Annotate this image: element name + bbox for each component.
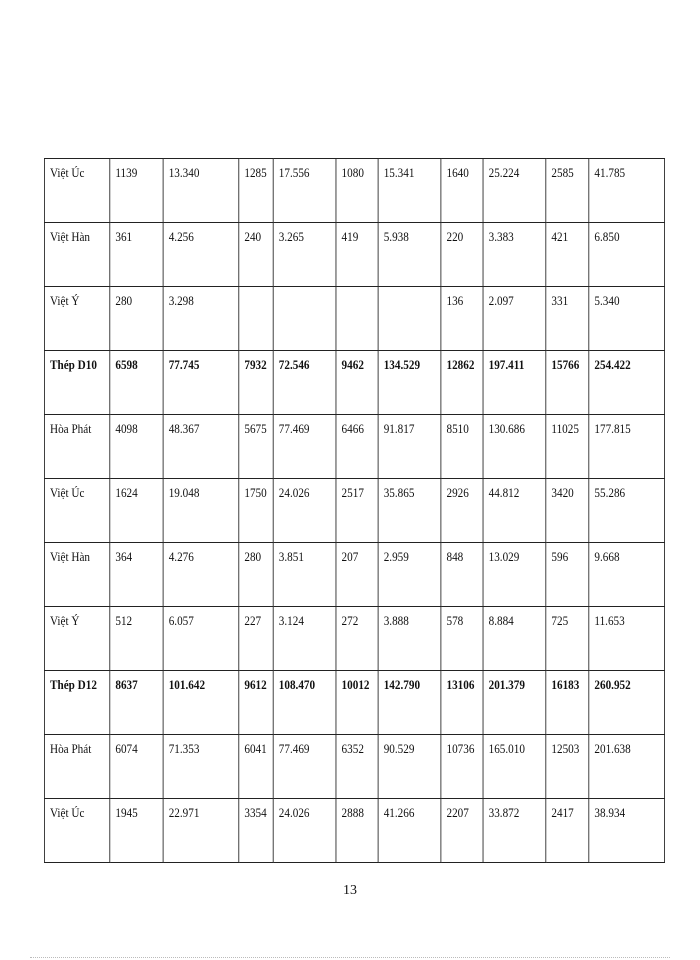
value-cell: 201.379 (483, 671, 546, 735)
table-row (44, 735, 664, 799)
value-cell: 220 (441, 223, 483, 287)
value-cell: 13.029 (483, 543, 546, 607)
value-cell: 12862 (441, 351, 483, 415)
value-cell: 1285 (239, 159, 273, 223)
value-cell: 280 (110, 287, 163, 351)
value-cell (239, 287, 273, 351)
table-row (44, 415, 664, 479)
value-cell: 8.884 (483, 607, 546, 671)
value-cell (273, 287, 336, 351)
value-cell: 177.815 (589, 415, 665, 479)
row-label-cell: Việt Úc (44, 159, 109, 223)
value-cell: 134.529 (378, 351, 441, 415)
table-group-row (44, 671, 664, 735)
row-label-cell: Hòa Phát (44, 735, 109, 799)
value-cell: 419 (336, 223, 378, 287)
value-cell: 41.266 (378, 799, 441, 863)
value-cell: 4098 (110, 415, 163, 479)
value-cell: 77.469 (273, 735, 336, 799)
value-cell: 3.851 (273, 543, 336, 607)
row-label-cell: Việt Hàn (44, 223, 109, 287)
value-cell: 22.971 (163, 799, 239, 863)
value-cell: 15766 (546, 351, 589, 415)
page-number: 13 (343, 883, 357, 898)
value-cell: 142.790 (378, 671, 441, 735)
value-cell: 1945 (110, 799, 163, 863)
value-cell: 8510 (441, 415, 483, 479)
table-row (44, 607, 664, 671)
value-cell: 77.469 (273, 415, 336, 479)
row-label-cell: Việt Ý (44, 287, 109, 351)
value-cell: 10736 (441, 735, 483, 799)
table-row (44, 543, 664, 607)
value-cell: 3.383 (483, 223, 546, 287)
value-cell (378, 287, 441, 351)
value-cell: 11025 (546, 415, 589, 479)
value-cell: 90.529 (378, 735, 441, 799)
value-cell: 6041 (239, 735, 273, 799)
value-cell: 421 (546, 223, 589, 287)
value-cell: 2207 (441, 799, 483, 863)
steel-sales-table (44, 158, 665, 863)
value-cell: 331 (546, 287, 589, 351)
value-cell: 1624 (110, 479, 163, 543)
value-cell: 1750 (239, 479, 273, 543)
value-cell: 130.686 (483, 415, 546, 479)
table-row (44, 479, 664, 543)
value-cell: 2888 (336, 799, 378, 863)
value-cell: 44.812 (483, 479, 546, 543)
value-cell: 7932 (239, 351, 273, 415)
value-cell: 5.938 (378, 223, 441, 287)
value-cell: 2417 (546, 799, 589, 863)
value-cell: 6598 (110, 351, 163, 415)
row-label-cell: Thép D12 (44, 671, 109, 735)
row-label-cell: Hòa Phát (44, 415, 109, 479)
value-cell: 17.556 (273, 159, 336, 223)
value-cell: 55.286 (589, 479, 665, 543)
value-cell: 1080 (336, 159, 378, 223)
value-cell (336, 287, 378, 351)
value-cell: 24.026 (273, 799, 336, 863)
value-cell: 260.952 (589, 671, 665, 735)
value-cell: 1640 (441, 159, 483, 223)
value-cell: 207 (336, 543, 378, 607)
value-cell: 361 (110, 223, 163, 287)
value-cell: 9462 (336, 351, 378, 415)
value-cell: 6.057 (163, 607, 239, 671)
value-cell: 6.850 (589, 223, 665, 287)
value-cell: 71.353 (163, 735, 239, 799)
value-cell: 13106 (441, 671, 483, 735)
value-cell: 2.959 (378, 543, 441, 607)
value-cell: 41.785 (589, 159, 665, 223)
row-label-cell: Việt Ý (44, 607, 109, 671)
value-cell: 12503 (546, 735, 589, 799)
value-cell: 35.865 (378, 479, 441, 543)
value-cell: 578 (441, 607, 483, 671)
value-cell: 240 (239, 223, 273, 287)
value-cell: 77.745 (163, 351, 239, 415)
value-cell: 38.934 (589, 799, 665, 863)
value-cell: 2585 (546, 159, 589, 223)
value-cell: 19.048 (163, 479, 239, 543)
value-cell: 6074 (110, 735, 163, 799)
table-row (44, 159, 664, 223)
value-cell: 165.010 (483, 735, 546, 799)
value-cell: 15.341 (378, 159, 441, 223)
value-cell: 5675 (239, 415, 273, 479)
value-cell: 48.367 (163, 415, 239, 479)
value-cell: 8637 (110, 671, 163, 735)
table-row (44, 799, 664, 863)
value-cell: 9612 (239, 671, 273, 735)
table-body (44, 159, 664, 863)
value-cell: 5.340 (589, 287, 665, 351)
row-label-cell: Việt Úc (44, 479, 109, 543)
value-cell: 596 (546, 543, 589, 607)
table-row (44, 223, 664, 287)
table-group-row (44, 351, 664, 415)
value-cell: 33.872 (483, 799, 546, 863)
row-label-cell: Thép D10 (44, 351, 109, 415)
value-cell: 24.026 (273, 479, 336, 543)
value-cell: 13.340 (163, 159, 239, 223)
value-cell: 1139 (110, 159, 163, 223)
page-bottom-rule (30, 957, 670, 958)
value-cell: 3.888 (378, 607, 441, 671)
value-cell: 72.546 (273, 351, 336, 415)
value-cell: 280 (239, 543, 273, 607)
value-cell: 512 (110, 607, 163, 671)
value-cell: 254.422 (589, 351, 665, 415)
value-cell: 3.265 (273, 223, 336, 287)
value-cell: 4.256 (163, 223, 239, 287)
value-cell: 6352 (336, 735, 378, 799)
value-cell: 136 (441, 287, 483, 351)
value-cell: 227 (239, 607, 273, 671)
value-cell: 4.276 (163, 543, 239, 607)
value-cell: 9.668 (589, 543, 665, 607)
value-cell: 364 (110, 543, 163, 607)
value-cell: 91.817 (378, 415, 441, 479)
row-label-cell: Việt Hàn (44, 543, 109, 607)
row-label-cell: Việt Úc (44, 799, 109, 863)
table-row (44, 287, 664, 351)
value-cell: 25.224 (483, 159, 546, 223)
value-cell: 3.298 (163, 287, 239, 351)
value-cell: 272 (336, 607, 378, 671)
value-cell: 201.638 (589, 735, 665, 799)
value-cell: 3.124 (273, 607, 336, 671)
value-cell: 197.411 (483, 351, 546, 415)
value-cell: 3354 (239, 799, 273, 863)
value-cell: 16183 (546, 671, 589, 735)
value-cell: 108.470 (273, 671, 336, 735)
value-cell: 10012 (336, 671, 378, 735)
value-cell: 6466 (336, 415, 378, 479)
value-cell: 2517 (336, 479, 378, 543)
value-cell: 725 (546, 607, 589, 671)
value-cell: 11.653 (589, 607, 665, 671)
value-cell: 3420 (546, 479, 589, 543)
value-cell: 2.097 (483, 287, 546, 351)
value-cell: 848 (441, 543, 483, 607)
value-cell: 2926 (441, 479, 483, 543)
value-cell: 101.642 (163, 671, 239, 735)
